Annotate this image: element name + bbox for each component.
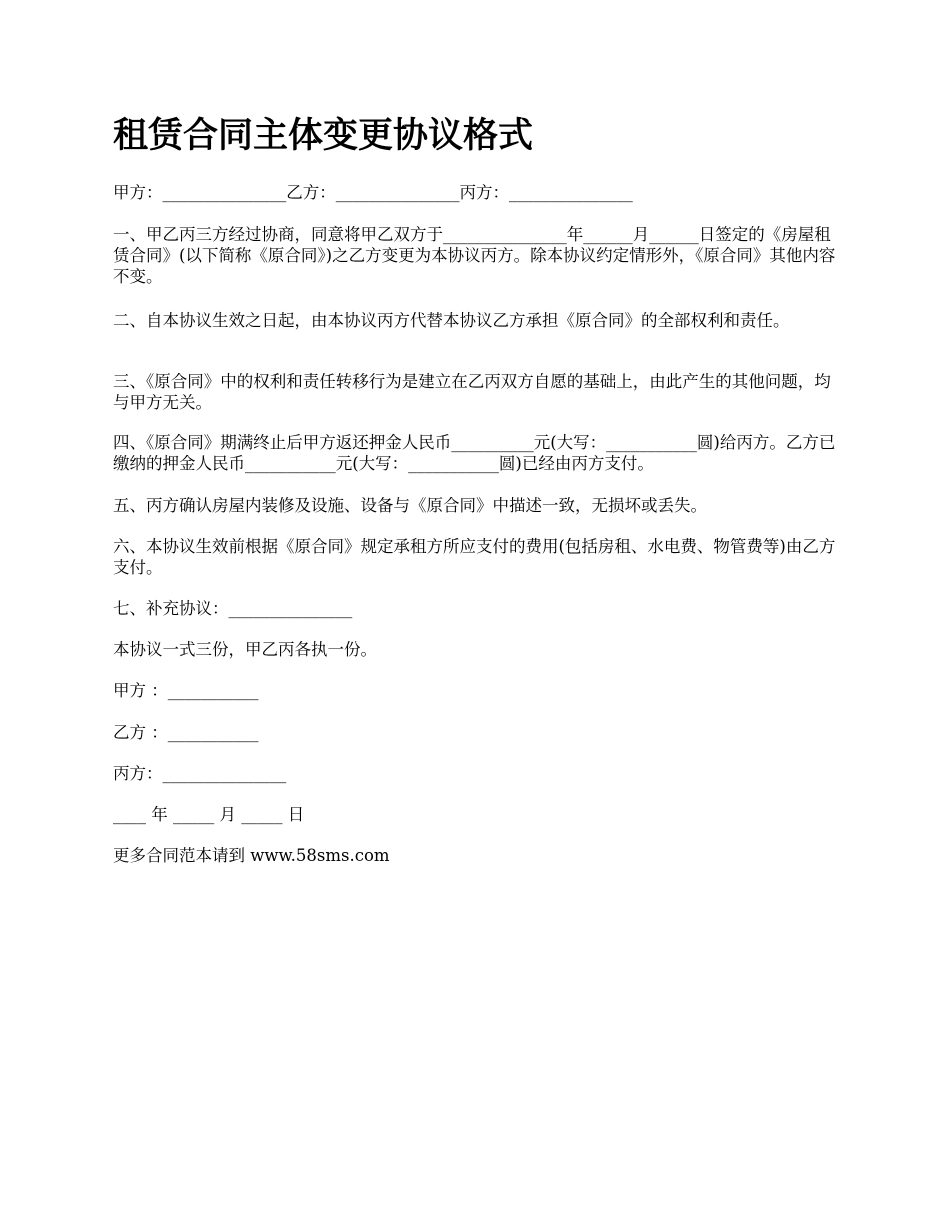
clause-3: 三、《原合同》中的权利和责任转移行为是建立在乙丙双方自愿的基础上，由此产生的其他问题，均与甲方无关。 xyxy=(113,372,831,412)
date-line: ____ 年 _____ 月 _____ 日 xyxy=(113,805,305,824)
signature-party-c: 丙方：_______________ xyxy=(113,764,287,783)
parties-line: 甲方：_______________乙方：_______________丙方：_______________ xyxy=(113,183,633,202)
clause-2: 二、自本协议生效之日起，由本协议丙方代替本协议乙方承担《原合同》的全部权利和责任。 xyxy=(113,311,790,330)
signature-party-b: 乙方 ：___________ xyxy=(113,723,259,742)
clause-6: 六、本协议生效前根据《原合同》规定承租方所应支付的费用(包括房租、水电费、物管费等)由乙方支付。 xyxy=(113,537,836,577)
document-title: 租赁合同主体变更协议格式 xyxy=(113,115,534,156)
copies-note: 本协议一式三份，甲乙丙各执一份。 xyxy=(113,640,377,659)
clause-1: 一、甲乙丙三方经过协商，同意将甲乙双方于_______________年______月______日签定的《房屋租赁合同》(以下简称《原合同》)之乙方变更为本协议丙方。除本协议约定情形外，《原合同》其他内容不变。 xyxy=(113,225,836,286)
footer-note: 更多合同范本请到 www.58sms.com xyxy=(113,846,390,865)
clause-5: 五、丙方确认房屋内装修及设施、设备与《原合同》中描述一致，无损坏或丢失。 xyxy=(113,496,707,515)
clause-4: 四、《原合同》期满终止后甲方返还押金人民币__________元(大写：___________圆)给丙方。乙方已缴纳的押金人民币___________元(大写：___________圆)已经由丙方支付。 xyxy=(113,433,836,473)
signature-party-a: 甲方 ：___________ xyxy=(113,681,259,700)
clause-7: 七、补充协议：_______________ xyxy=(113,599,353,618)
